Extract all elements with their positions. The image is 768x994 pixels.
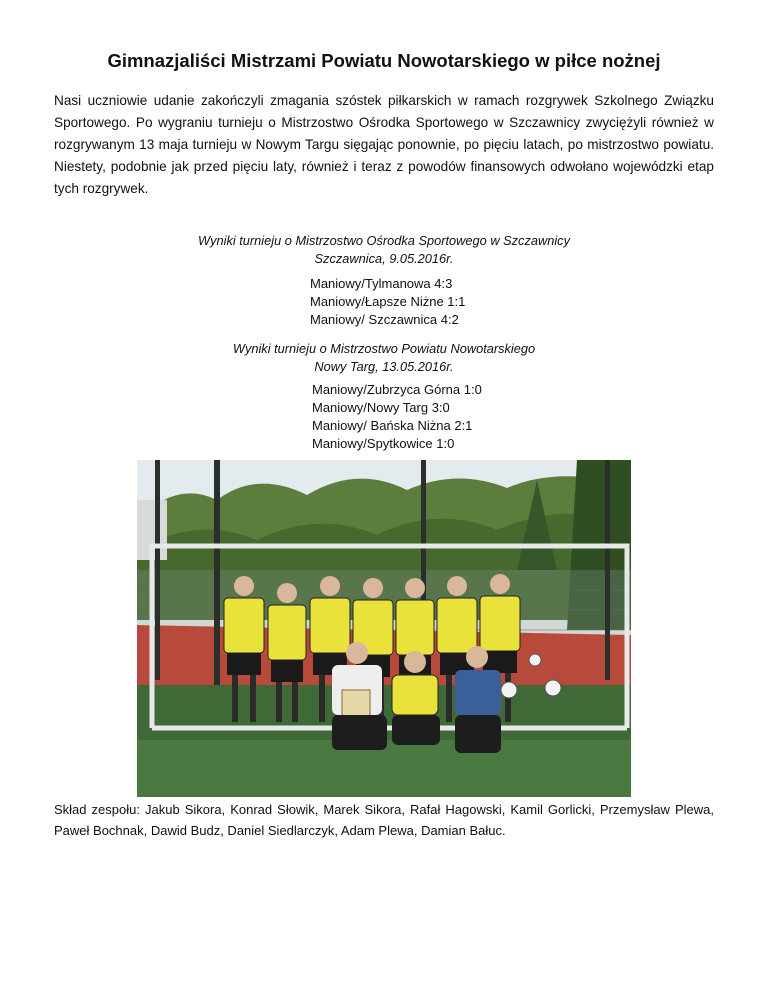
tournament2-results [312, 381, 482, 453]
intro-paragraph: Nasi uczniowie udanie zakończyli zmagania szóstek piłkarskich w ramach rozgrywek Szkolnego Związku Sportowego. Po wygraniu turnieju o Mistrzostwo Ośrodka Sportowego w Szczawnicy zwyciężyli również w rozgrywanym 13 maja turnieju w Nowym Targu sięgając ponownie, po pięciu latach, po mistrzostwo powiatu. Niestety, podobnie jak przed pięciu laty, również i teraz z powodów finansowych odwołano wojewódzki etap tych rozgrywek. [54, 93, 714, 196]
tournament1-results [310, 275, 465, 329]
result-line: Maniowy/Zubrzyca Górna 1:0 [312, 382, 482, 397]
tournament1-place-date: Szczawnica, 9.05.2016r. [314, 251, 454, 266]
result-line: Maniowy/Spytkowice 1:0 [312, 436, 455, 451]
result-line: Maniowy/Nowy Targ 3:0 [312, 400, 450, 415]
team-photo [137, 460, 631, 797]
tournament1-heading: Wyniki turnieju o Mistrzostwo Ośrodka Sportowego w Szczawnicy [198, 233, 570, 248]
result-line: Maniowy/ Szczawnica 4:2 [310, 312, 459, 327]
result-line: Maniowy/Tylmanowa 4:3 [310, 276, 453, 291]
squad-list: Skład zespołu: Jakub Sikora, Konrad Słowik, Marek Sikora, Rafał Hagowski, Kamil Gorlicki, Przemysław Plewa, Paweł Bochnak, Dawid Budz, Daniel Siedlarczyk, Adam Plewa, Damian Bałuc. [54, 802, 714, 838]
tournament2-place-date: Nowy Targ, 13.05.2016r. [314, 359, 454, 374]
page-title: Gimnazjaliści Mistrzami Powiatu Nowotarskiego w piłce nożnej [107, 50, 661, 71]
result-line: Maniowy/Łapsze Niżne 1:1 [310, 294, 466, 309]
result-line: Maniowy/ Bańska Niżna 2:1 [312, 418, 473, 433]
tournament2-heading: Wyniki turnieju o Mistrzostwo Powiatu Nowotarskiego [232, 341, 536, 356]
team-front-row [332, 642, 501, 753]
